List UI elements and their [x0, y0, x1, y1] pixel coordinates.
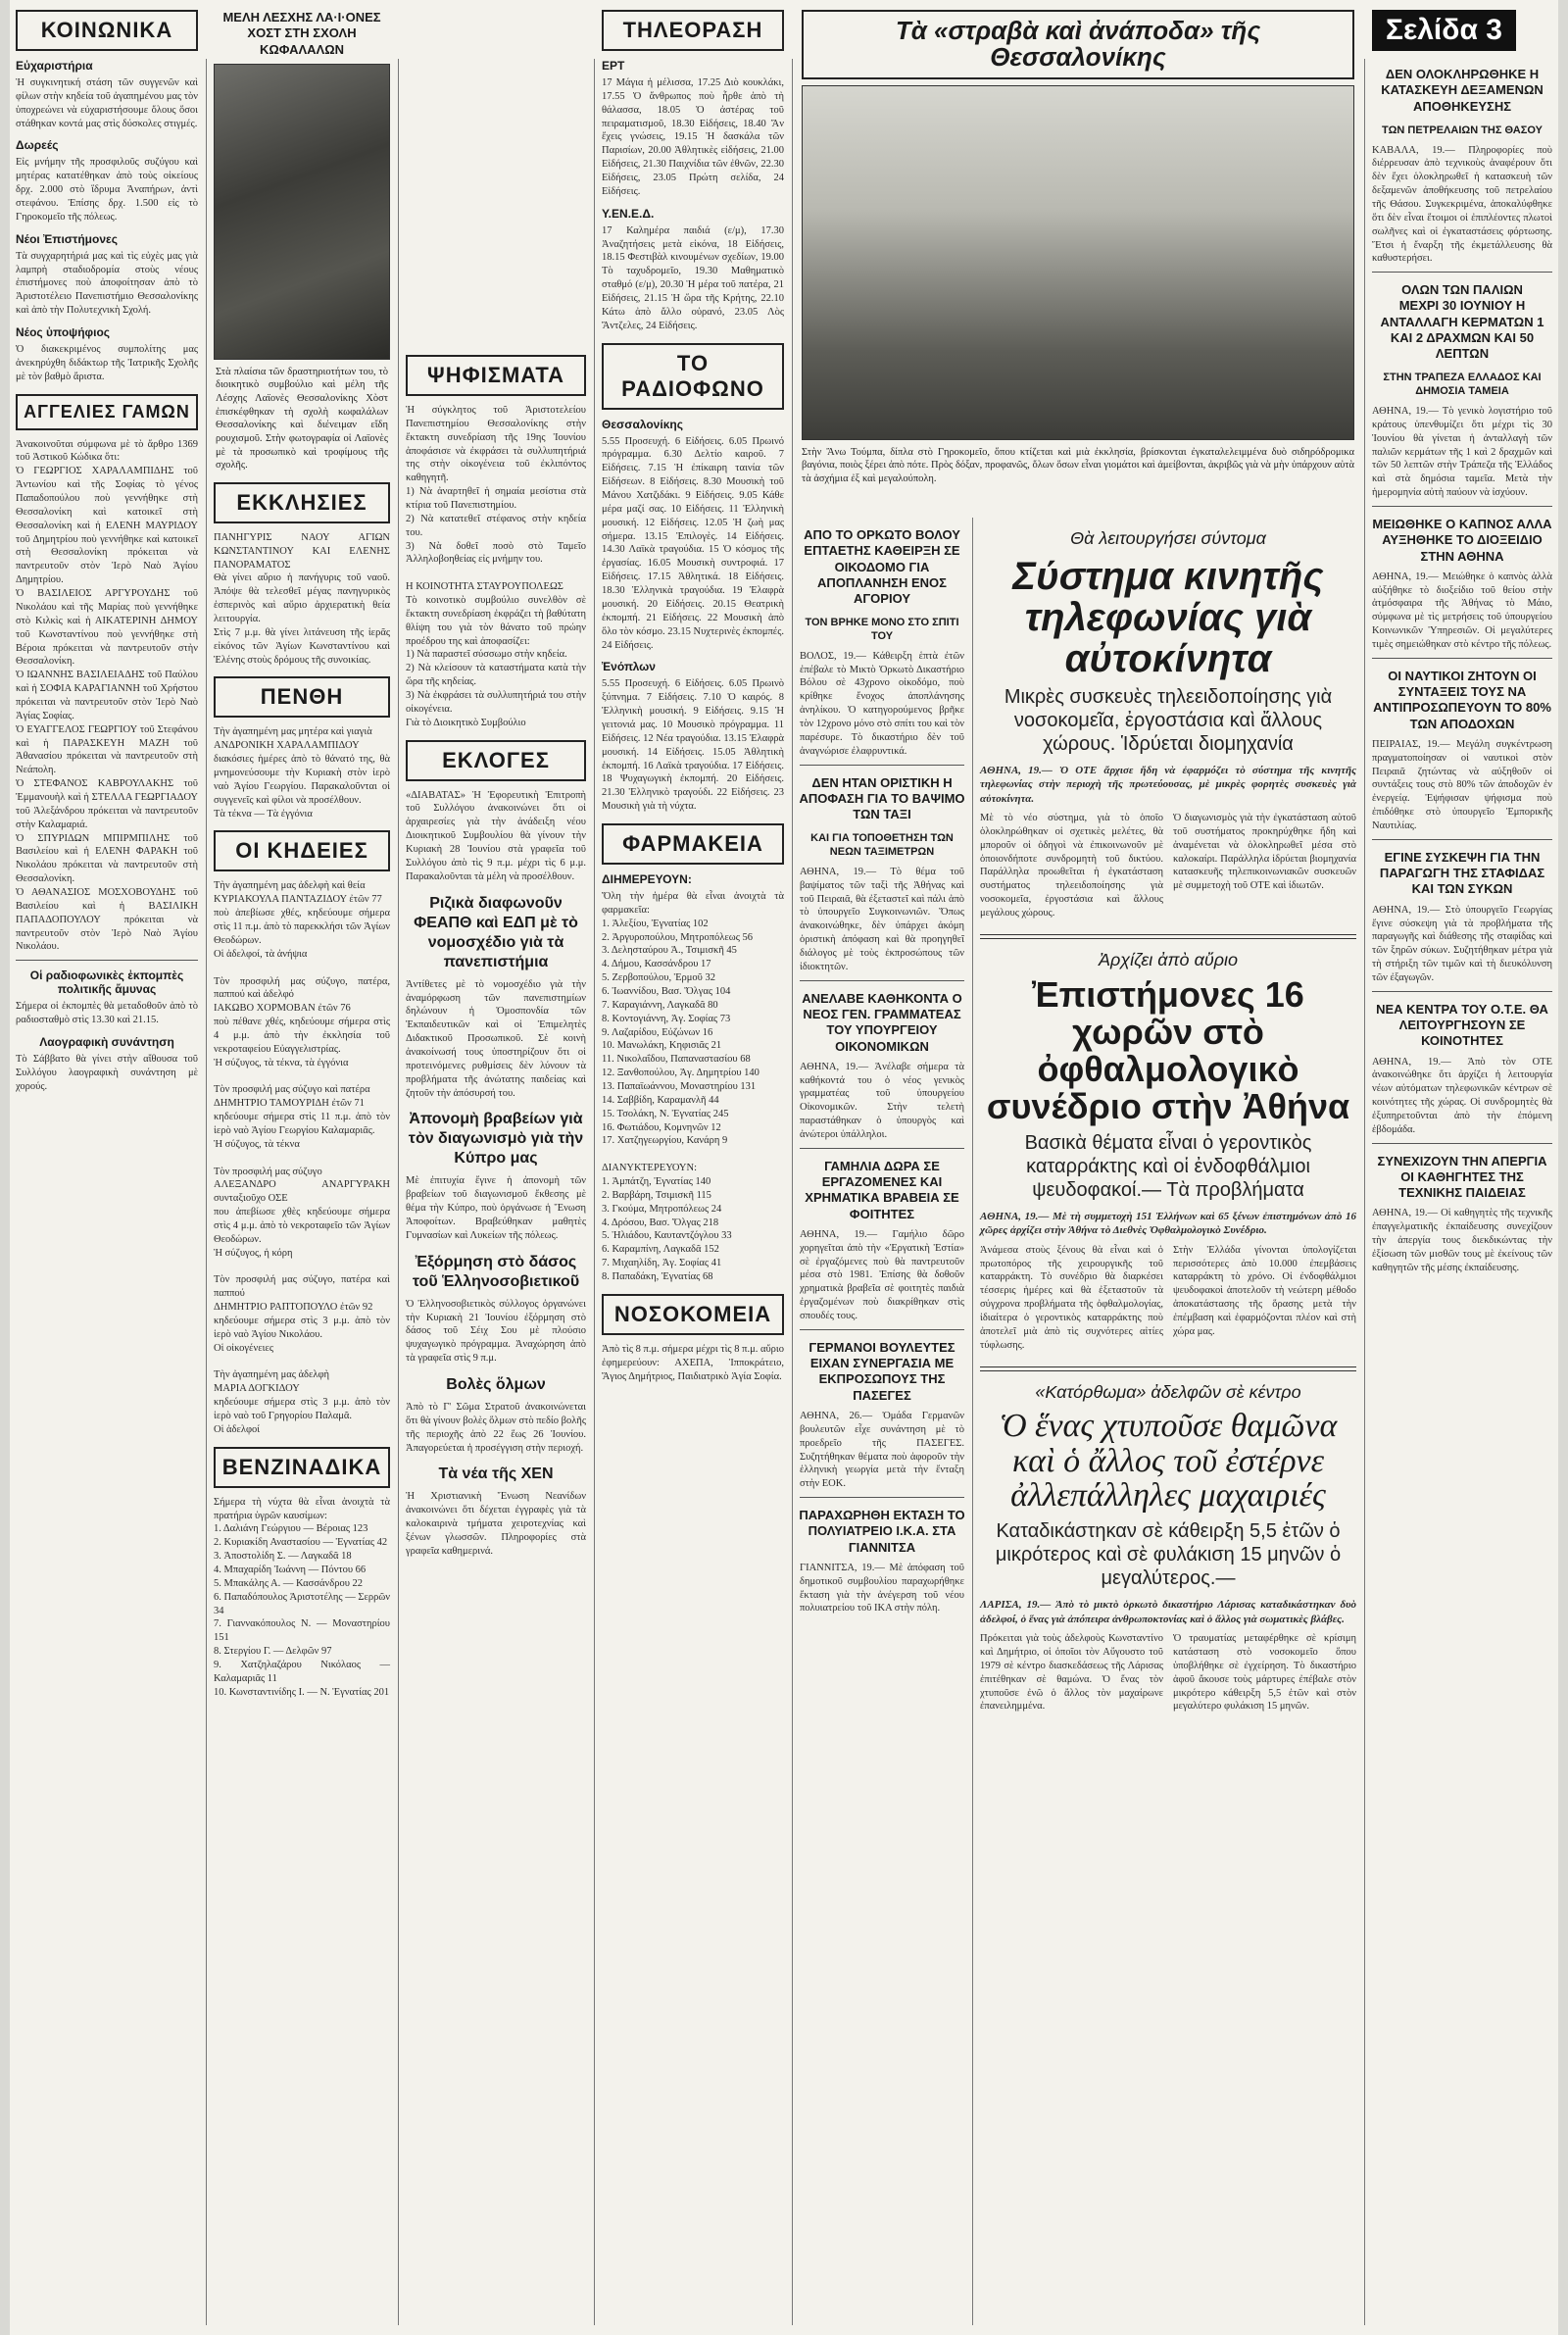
subhead-candidate: Νέος ὑποψήφιος [16, 325, 111, 340]
text-brothers-b: Ὁ τραυματίας μεταφέρθηκε σὲ κρίσιμη κατάσταση στὸ νοσοκομεῖο ὅπου ὑποβλήθηκε σὲ ἐγχείρηση. Τὸ δικαστήριο ἀφοῦ ἄκουσε τοὺς μάρτυρες ἐπέβαλε στὸν μικρότερο κάθειρξη 5,5 ἐτῶν καὶ στὸν μεγαλύτερο φυλάκιση 15 μηνῶν. [1173, 1633, 1356, 1713]
heading-elections: ΕΚΛΟΓΕΣ [406, 740, 586, 781]
column-news-left [794, 518, 970, 2335]
text-phones [980, 812, 1356, 926]
column-features [974, 518, 1362, 2335]
column-rule [398, 59, 399, 2325]
column-briefs [1366, 0, 1558, 2335]
text-german-mps: ΑΘΗΝΑ, 26.— Ὁμάδα Γερμανῶν βουλευτῶν εἶχε συνάντηση μὲ τὸ προεδρεῖο τῆς ΠΑΣΕΓΕΣ. Συζητήθηκαν θέματα ποὺ ἀφοροῦν τὴν ἑλληνικὴ γεωργία μετὰ τὴν ἔνταξη στὴν ΕΟΚ. [800, 1410, 964, 1490]
divider [980, 1366, 1356, 1371]
heading-television: ΤΗΛΕΟΡΑΣΗ [602, 10, 784, 51]
column-rule [594, 59, 595, 2325]
lead-brothers: ΛΑΡΙΣΑ, 19.— Ἀπὸ τὸ μικτὸ ὁρκωτὸ δικαστήριο Λάρισας καταδικάστηκαν δυὸ ἀδελφοί, ὁ ἕνας γιὰ ἀπόπειρα ἀνθρωποκτονίας καὶ ὁ ἄλλος γιὰ σωματικὲς βλάβες. [980, 1599, 1356, 1625]
text-smoke: ΑΘΗΝΑ, 19.— Μειώθηκε ὁ καπνὸς ἀλλὰ αὐξήθηκε τὸ διοξείδιο τοῦ θείου στὴν ἀτμόσφαιρα τῆς Ἀθήνας τὸ Μάιο, σύμφωνα μὲ τὶς μετρήσεις τοῦ ὑπουργείου Κοινωνικῶν Ὑπηρεσιῶν. Οἱ μεγαλύτερες τιμὲς σημειώθηκαν στὸ κέντρο τῆς πόλεως. [1372, 571, 1552, 651]
heading-petrol-stations: ΒΕΝΖΙΝΑΔΙΚΑ [214, 1447, 390, 1488]
divider [1372, 1143, 1552, 1144]
column-rule [972, 518, 973, 2325]
subhead-tanks: ΤΩΝ ΠΕΤΡΕΛΑΙΩΝ ΤΗΣ ΘΑΣΟΥ [1382, 124, 1543, 136]
text-tanks: ΚΑΒΑΛΑ, 19.— Πληροφορίες ποὺ διέρρευσαν ἀπὸ τεχνικοὺς ἀναφέρουν ὅτι δὲν ἔχει ὁλοκληρωθεῖ ἡ κατασκευὴ τῶν δεξαμενῶν ἀποθήκευσης τοῦ πετρελαίου τῆς Θάσου. Συγκεκριμένα, ἀποκαλύφθηκε ὅτι δὲν εἶναι ἕτοιμοι οἱ ἐπιπλέοντες πλωτοὶ σωλῆνες καὶ οἱ ἐγκαταστάσεις φόρτωσης. Ἔτσι ἡ ἔναρξη τῆς ἐκμετάλλευσης θὰ καθυστερήσει. [1372, 144, 1552, 265]
text-petrol-stations: Σήμερα τὴ νύχτα θὰ εἶναι ἀνοιχτὰ τὰ πρατήρια ὑγρῶν καυσίμων: 1. Δαλιάνη Γεώργιου — Βέροιας 123 2. Κυριακίδη Αναστασίου — Ἐγνατίας 42 3. Ἀποστολίδη Σ. — Λαγκαδᾶ 18 4. Μπαχαρίδη Ἰωάννη — Πόντου 66 5. Μπακάλης Α. — Κασσάνδρου 22 6. Παπαδόπουλος Ἀριστοτέλης — Σερρῶν 34 7. Γιαννακόπουλος Ν. — Μοναστηρίου 151 8. Στεργίου Γ. — Δελφῶν 97 9. Χατζηλαζάρου Νικόλαος — Καλαμαριᾶς 11 10. Κωνσταντινίδης Ι. — Ν. Ἐγνατίας 201 [214, 1496, 390, 1698]
headline-wedding-gifts: ΓΑΜΗΛΙΑ ΔΩΡΑ ΣΕ ΕΡΓΑΖΟΜΕΝΕΣ ΚΑΙ ΧΡΗΜΑΤΙΚΑ ΒΡΑΒΕΙΑ ΣΕ ΦΟΙΤΗΤΕΣ [805, 1158, 959, 1221]
heading-weddings: ΑΓΓΕΛΙΕΣ ΓΑΜΩΝ [16, 394, 198, 430]
text-awards: Μὲ ἐπιτυχία ἔγινε ἡ ἀπονομὴ τῶν βραβείων τοῦ διαγωνισμοῦ ἔκθεσης μὲ θέμα τὴν Κύπρο, ποὺ ὀργάνωσε ἡ Ἕνωση Ἀποφοίτων. Βραβεύθηκαν μαθητὲς Γυμνασίων καὶ Λυκείων τῆς πόλεως. [406, 1175, 586, 1241]
text-raisins: ΑΘΗΝΑ, 19.— Στὸ ὑπουργεῖο Γεωργίας ἔγινε σύσκεψη γιὰ τὰ προβλήματα τῆς παραγωγῆς καὶ διάθεσης τῆς σταφίδας καὶ τῶν ξηρῶν σύκων. Συζητήθηκαν μέτρα γιὰ τὴ στήριξη τῶν τιμῶν καὶ τὴ διευκόλυνση τῶν ἐξαγωγῶν. [1372, 904, 1552, 983]
text-scientists: Τὰ συγχαρητήριά μας καὶ τὶς εὐχὲς μας γιὰ λαμπρὴ σταδιοδρομία στοὺς νέους ἐπιστήμονες ποὺ ἀποφοίτησαν ἀπὸ τὸ Ἀριστοτέλειο Πανεπιστήμιο Θεσσαλονίκης καὶ ἀπὸ τὴν Πολυτεχνικὴ Σχολή. [16, 250, 198, 317]
column-listings [596, 0, 790, 2335]
headline-raisins: ΕΓΙΝΕ ΣΥΣΚΕΨΗ ΓΙΑ ΤΗΝ ΠΑΡΑΓΩΓΗ ΤΗΣ ΣΤΑΦΙΔΑΣ ΚΑΙ ΤΩΝ ΣΥΚΩΝ [1379, 849, 1545, 897]
text-ote: ΑΘΗΝΑ, 19.— Ἀπὸ τὸν ΟΤΕ ἀνακοινώθηκε ὅτι ἀρχίζει ἡ λειτουργία νέων αὐτόματων τηλεφωνικῶν κέντρων σὲ κοινότητες τῆς χώρας. Οἱ συνδρομητὲς θὰ ἐξυπηρετοῦνται ἀπὸ τὴν ἐπόμενη ἑβδομάδα. [1372, 1056, 1552, 1135]
photo-caption-thessaloniki: Στὴν Ἄνω Τούμπα, δίπλα στὸ Γηροκομεῖο, ὅπου κτίζεται καὶ μιὰ ἐκκλησία, βρίσκονται ἐγκαταλελειμμένα δυὸ σιδηρόδρομικα βαγόνια, ποιὸς ξέρει ἀπὸ πότε. Πρὸς δόξαν, προφανῶς, ὅλων ὅσων εἶναι γιομάτοι καὶ ἀμείβονται, ἀκριβῶς γιὰ νὰ μὴν ὑπάρχουν αὐτὰ τὰ ἀσχήμια ἐξ καὶ μεγαλούπολη. [802, 446, 1354, 484]
column-social [10, 0, 204, 2335]
heading-funerals: ΟΙ ΚΗΔΕΙΕΣ [214, 830, 390, 871]
headline-secretary: ΑΝΕΛΑΒΕ ΚΑΘΗΚΟΝΤΑ Ο ΝΕΟΣ ΓΕΝ. ΓΡΑΜΜΑΤΕΑΣ ΤΟΥ ΥΠΟΥΡΓΕΙΟΥ ΟΙΚΟΝΟΜΙΚΩΝ [802, 990, 962, 1054]
headline-volos: ΑΠΟ ΤΟ ΟΡΚΩΤΟ ΒΟΛΟΥ ΕΠΤΑΕΤΗΣ ΚΑΘΕΙΡΞΗ ΣΕ ΟΙΚΟΔΟΜΟ ΓΙΑ ΑΠΟΠΛΑΝΗΣΗ ΕΝΟΣ ΑΓΟΡΙΟΥ [804, 527, 960, 606]
column-rule [1364, 59, 1365, 2325]
subhead-ert: ΕΡΤ [602, 59, 625, 73]
headline-mortar: Βολὲς ὅλμων [446, 1375, 546, 1393]
kicker-brothers: «Κατόρθωμα» ἀδελφῶν σὲ κέντρο [1035, 1381, 1301, 1402]
text-hospitals: Ἀπὸ τὶς 8 π.μ. σήμερα μέχρι τὶς 8 π.μ. αὔριο ἐφημερεύουν: ΑΧΕΠΑ, Ἱπποκράτειο, Ἅγιος Δημήτριος, Παιδιατρικὸ Ἁγία Σοφία. [602, 1343, 784, 1382]
photo-caption-lions: Στὰ πλαίσια τῶν δραστηριοτήτων του, τὸ διοικητικὸ συμβούλιο καὶ μέλη τῆς Λέσχης Λαϊονὲς Θεσσαλονίκης Χὸστ ἐπισκέφθηκαν τὴ σχολὴ κωφαλάλων Θεσσαλονίκης καὶ διένειμαν εἴδη ρουχισμοῦ. Στὴν φωτογραφία οἱ Λαϊονὲς μὲ τὰ προσωπικὸ καὶ τροφίμους τῆς σχολῆς. [216, 366, 388, 472]
photo-lions-club [214, 64, 390, 360]
subhead-donations: Δωρεές [16, 138, 59, 153]
text-yened: 17 Καλημέρα παιδιά (ε/μ), 17.30 Ἀναζητήσεις μετὰ εἰκόνα, 18 Εἰδήσεις, 18.15 Φεστιβὰλ κινουμένων σχεδίων, 19.00 Τὸ ταχυδρομεῖο, 19.30 Μαθηματικὸ σταθμό (ε/μ), 20.30 Ἡ μέρα τοῦ πατέρα, 21 Εἰδήσεις, 21.15 Ἡ ὥρα τῆς Κρήτης, 22.10 Κάτω ἀπὸ ἄλλο οὐρανό, 23.05 Λὸς Ἄντζελες, 24 Εἰδήσεις. [602, 224, 784, 331]
column-rule [792, 59, 793, 2325]
text-mortar: Ἀπὸ τὸ Γ' Σῶμα Στρατοῦ ἀνακοινώνεται ὅτι θὰ γίνουν βολὲς ὅλμων στὸ πεδίο βολῆς τῆς περιοχῆς ἀπὸ 22 ἕως 26 Ἰουνίου. Ἀπαγορεύεται ἡ προσέγγιση στὴν περιοχή. [406, 1401, 586, 1454]
text-ophthalmology-b: Στὴν Ἑλλάδα γίνονται ὑπολογίζεται περισσότερες ἀπὸ 10.000 ἐπεμβάσεις καταρράκτη τὸ χρόνο. Οἱ ἐνδοφθάλμιοι ψευδοφακοὶ ἀποτελοῦν τὴ νεώτερη μέθοδο ἀποκατάστασης τῆς ὅρασης μετὰ τὴν ἐπέμβαση καὶ ἐφαρμόζονται πλέον καὶ στὴ χώρα μας. [1173, 1244, 1356, 1337]
text-radio-defense: Σήμερα οἱ ἐκπομπὲς θὰ μεταδοθοῦν ἀπὸ τὸ ραδιοσταθμὸ στὶς 13.30 καὶ 21.15. [16, 1001, 198, 1026]
subhead-scientists: Νέοι Ἐπιστήμονες [16, 231, 118, 246]
text-thanks: Ἡ συγκινητική στάση τῶν συγγενῶν καὶ φίλων στὴν κηδεία τοῦ ἀγαπημένου μας τὸν ὑποχρεώνει νὰ εὐχαριστήσουμε ὅλους ὅσοι στάθηκαν κοντά μας στὶς δύσκολες στιγμές. [16, 77, 198, 129]
text-feapth: Ἀντίθετες μὲ τὸ νομοσχέδιο γιὰ τὴν ἀναμόρφωση τῶν πανεπιστημίων δηλώνουν ἡ Ὁμοσπονδία τῶν Ἐκπαιδευτικῶν καὶ οἱ Ἐπιμελητὲς Διδακτικοῦ Προσωπικοῦ. Σὲ κοινὴ ἀνακοίνωσή τους ὑποστηρίζουν ὅτι οἱ προτεινόμενες ρυθμίσεις δὲν λύνουν τὰ προβλήματα τῆς ἀνώτατης παιδείας καὶ ζητοῦν τὴν ἀπόσυρσή του. [406, 978, 586, 1099]
headline-phones: Σύστημα κινητῆς τηλεφωνίας γιὰ αὐτοκίνητα [1012, 554, 1324, 680]
headline-sailors: ΟΙ ΝΑΥΤΙΚΟΙ ΖΗΤΟΥΝ ΟΙ ΣΥΝΤΑΞΕΙΣ ΤΟΥΣ ΝΑ ΑΝΤΙΠΡΟΣΩΠΕΥΟΥΝ ΤΟ 80% ΤΩΝ ΑΠΟΔΟΧΩΝ [1373, 668, 1551, 731]
text-wedding-gifts: ΑΘΗΝΑ, 19.— Γαμήλιο δῶρο χορηγεῖται ἀπὸ τὴν «Ἐργατικὴ Ἑστία» σὲ ἐργαζόμενες ποὺ θὰ παντρευτοῦν μέσα στὸ 1981. Ἐπίσης θὰ δοθοῦν χρηματικὰ βραβεῖα σὲ φοιτητὲς παιδιὰ ἐργαζομένων ποὺ διακρίθηκαν στὶς σπουδές τους. [800, 1228, 964, 1322]
photo-block-thessaloniki [794, 0, 1362, 510]
column-resolutions [400, 0, 592, 2335]
heading-mourning: ΠΕΝΘΗ [214, 676, 390, 718]
text-strike: ΑΘΗΝΑ, 19.— Οἱ καθηγητὲς τῆς τεχνικῆς ἐπαγγελματικῆς ἐκπαίδευσης συνεχίζουν τὴν ἀπεργία τους διεκδικώντας τὴν ἐξίσωση τῶν μισθῶν τους μὲ ἐκείνους τῶν καθηγητῶν τῆς μέσης ἐκπαίδευσης. [1372, 1208, 1552, 1273]
subhead-pharmacies: ΔΙΗΜΕΡΕΥΟΥΝ: [602, 871, 692, 886]
divider [1372, 991, 1552, 992]
text-thessaloniki-radio: 5.55 Προσευχή. 6 Εἰδήσεις. 6.05 Πρωινό πρόγραμμα. 6.30 Δελτίο καιροῦ. 7 Εἰδήσεις. 7.15 Ἡ ἐπίκαιρη ταινία τῶν Εἰδήσεων. 8 Εἰδήσεις. 8.30 Μουσικὴ τοῦ Μάνου Χατζιδάκι. 9 Εἰδήσεις. 9.05 Κάθε μέρα μαζί σας. 10 Εἰδήσεις. 11 Ἐλληνικὴ μουσική. 12 Εἰδήσεις. 12.05 Ἡ ζωὴ μας σήμερα. 13.15 Ἐπιλογὲς. 14 Εἰδήσεις. 14.30 Λαϊκὰ τραγούδια. 15 Ὁ κόσμος τῆς ἐργασίας. 16.05 Μουσικὴ συντροφιά. 17 Εἰδήσεις. 17.15 Ἀθλητικά. 18 Εἰδήσεις. 18.30 Ἐλληνικὰ τραγούδια. 19 Ἐλαφρὰ μουσική. 20 Εἰδήσεις. 20.15 Θεατρικὴ ἐκπομπή. 21 Εἰδήσεις. 22 Μουσικὴ ἀπὸ ὅλο τὸν κόσμο. 23.15 Νυχτερινὲς ἐκπομπές. 24 Εἰδήσεις. [602, 435, 784, 651]
deck-ophthalmology: Βασικὰ θέματα εἶναι ὁ γεροντικὸς καταρράκτης καὶ οἱ ἐνδοφθάλμιοι ψευδοφακοί.— Τὰ προβλήματα [1024, 1131, 1312, 1201]
heading-social: ΚΟΙΝΩΝΙΚΑ [16, 10, 198, 51]
subhead-armed-forces-radio: Ἐνόπλων [602, 660, 656, 674]
divider [980, 934, 1356, 939]
heading-hospitals: ΝΟΣΟΚΟΜΕΙΑ [602, 1294, 784, 1335]
text-phones-a: Μὲ τὸ νέο σύστημα, γιὰ τὸ ὁποῖο ὁλοκληρώθηκαν οἱ σχετικὲς μελέτες, θὰ μποροῦν οἱ ὀδηγοὶ νὰ ἐπικοινωνοῦν μὲ ὁποιονδήποτε συνδρομητὴ τοῦ δικτύου. Παράλληλα προωθεῖται ἡ ἐγκατάσταση συστήματος τηλεειδοποίησης γιὰ νοσοκομεῖα, ἐργοστάσια καὶ ἄλλους μεγάλους χώρους. [980, 813, 1163, 919]
subhead-coins: ΣΤΗΝ ΤΡΑΠΕΖΑ ΕΛΛΑΔΟΣ ΚΑΙ ΔΗΜΟΣΙΑ ΤΑΜΕΙΑ [1383, 372, 1542, 398]
heading-radio: ΤΟ ΡΑΔΙΟΦΩΝΟ [602, 343, 784, 410]
text-armed-forces-radio: 5.55 Προσευχή. 6 Εἰδήσεις. 6.05 Πρωινὸ ξύπνημα. 7 Εἰδήσεις. 7.10 Ὁ καιρός. 8 Ἐλληνικὴ μουσική. 9 Εἰδήσεις. 9.15 Ἡ γειτονιά μας. 10 Μουσικὸ πρόγραμμα. 11 Εἰδήσεις. 12 Νέα τραγούδια. 13.15 Ἐλαφρὰ μουσική. 14 Εἰδήσεις. 15.05 Ἀθλητικὴ ἐκπομπή. 16 Λαϊκὰ τραγούδια. 17 Εἰδήσεις. 18 Ψυχαγωγικὴ ἐκπομπή. 20 Εἰδήσεις. 21.30 Ἐλληνικὸ τραγούδι. 22 Εἰδήσεις. 23 Μουσικὴ γιὰ τὴ νύχτα. [602, 678, 784, 813]
text-brothers [980, 1632, 1356, 1719]
divider [16, 960, 198, 961]
deck-brothers: Καταδικάστηκαν σὲ κάθειρξη 5,5 ἐτῶν ὁ μικρότερος καὶ σὲ φυλάκιση 15 μηνῶν ὁ μεγαλύτερος.— [995, 1520, 1342, 1590]
divider [800, 980, 964, 981]
divider [1372, 506, 1552, 507]
divider [1372, 658, 1552, 659]
text-phones-b: Ὁ διαγωνισμὸς γιὰ τὴν ἐγκατάσταση αὐτοῦ τοῦ συστήματος προκηρύχθηκε ἤδη καὶ ἀναμένεται νὰ ὁλοκληρωθεῖ μέσα στὸ καλοκαίρι. Παράλληλα ἱδρύεται βιομηχανία κατασκευῆς τηλεπικοινωνιακῶν συσκευῶν μὲ συμμετοχὴ τοῦ ΟΤΕ καὶ ἰδιωτῶν. [1173, 813, 1356, 892]
text-resolutions: Ἡ σύγκλητος τοῦ Ἀριστοτελείου Πανεπιστημίου Θεσσαλονίκης στὴν ἔκτακτη συνεδρίαση τῆς 19ης Ἰουνίου ἀποφάσισε νὰ ἐκφράσει τὰ συλλυπητήριά της στὴν οἰκογένεια τοῦ ἐκλιπόντος καθηγητῆ. 1) Νὰ ἀναρτηθεῖ ἡ σημαία μεσίστια στὰ κτίρια τοῦ Πανεπιστημίου. 2) Νὰ κατατεθεῖ στέφανος στὴν κηδεία του. 3) Νὰ δοθεῖ ποσὸ στὸ Ταμεῖο Ἀλληλοβοηθείας εἰς μνήμην του. Η ΚΟΙΝΟΤΗΤΑ ΣΤΑΥΡΟΥΠΟΛΕΩΣ Τὸ κοινοτικὸ συμβούλιο συνελθὸν σὲ ἔκτακτη συνεδρίαση ἐκφράζει τὴ βαθύτατη θλίψη του γιὰ τὸν θάνατο τοῦ πρώην προέδρου της καὶ ἀποφασίζει: 1) Νὰ παραστεῖ σύσσωμο στὴν κηδεία. 2) Νὰ κλείσουν τὰ καταστήματα κατὰ τὴν ὥρα τῆς κηδείας. 3) Νὰ ἐκφράσει τὰ συλλυπητήριά του στὴν οἰκογένεια. Γιὰ τὸ Διοικητικὸ Συμβούλιο [406, 405, 586, 728]
lead-ophthalmology: ΑΘΗΝΑ, 19.— Μὲ τὴ συμμετοχὴ 151 Ἑλλήνων καὶ 65 ξένων ἐπιστημόνων ἀπὸ 16 χῶρες ἀρχίζει στὴν Ἀθήνα τὸ Διεθνὲς Ὀφθαλμολογικὸ Συνέδριο. [980, 1210, 1356, 1237]
text-pharmacies: Ὅλη τὴν ἡμέρα θὰ εἶναι ἀνοιχτὰ τὰ φαρμακεῖα: 1. Ἀλεξίου, Ἐγνατίας 102 2. Ἀργυροπούλου, Μητροπόλεως 56 3. Δελησταύρου Ἀ., Τσιμισκῆ 45 4. Δήμου, Κασσάνδρου 17 5. Ζερβοπούλου, Ἑρμοῦ 32 6. Ἰωαννίδου, Βασ. Ὄλγας 104 7. Καραγιάννη, Λαγκαδᾶ 80 8. Κοντογιάννη, Ἀγ. Σοφίας 73 9. Λαζαρίδου, Εὐζώνων 16 10. Μανωλάκη, Κηφισιᾶς 21 11. Νικολαΐδου, Παπαναστασίου 68 12. Ξανθοπούλου, Ἁγ. Δημητρίου 140 13. Παπαϊωάννου, Μοναστηρίου 131 14. Σαββίδη, Καραμανλῆ 44 15. Τσολάκη, Ν. Ἐγνατίας 245 16. Φωτιάδου, Κομνηνῶν 12 17. Χατζηγεωργίου, Κανάρη 9 ΔΙΑΝΥΚΤΕΡΕΥΟΥΝ: 1. Ἀμπάτζη, Ἐγνατίας 140 2. Βαρβάρη, Τσιμισκῆ 115 3. Γκούμα, Μητροπόλεως 24 4. Δρόσου, Βασ. Ὄλγας 218 5. Ἡλιάδου, Καυταντζόγλου 33 6. Καραμπίνη, Λαγκαδᾶ 152 7. Μιχαηλίδη, Ἀγ. Σοφίας 41 8. Παπαδάκη, Ἐγνατίας 68 [602, 890, 784, 1283]
text-ophthalmology [980, 1244, 1356, 1359]
headline-ika: ΠΑΡΑΧΩΡΗΘΗ ΕΚΤΑΣΗ ΤΟ ΠΟΛΥΙΑΤΡΕΙΟ Ι.Κ.Α. ΣΤΑ ΓΙΑΝΝΙΤΣΑ [799, 1508, 965, 1555]
headline-ophthalmology: Ἐπιστήμονες 16 χωρῶν στὸ ὀφθαλμολογικὸ συνέδριο στὴν Ἀθήνα [986, 974, 1350, 1126]
text-secretary: ΑΘΗΝΑ, 19.— Ἀνέλαβε σήμερα τὰ καθήκοντά του ὁ νέος γενικὸς γραμματέας τοῦ ὑπουργείου Οἰκονομικῶν. Στὴν τελετὴ παραστάθηκαν ὁ ὑπουργὸς καὶ ἀνώτεροι ὑπάλληλοι. [800, 1061, 964, 1141]
headline-brothers: Ὁ ἕνας χτυποῦσε θαμῶνα καὶ ὁ ἄλλος τοῦ ἐστέρνε ἀλλεπάλληλες μαχαιριές [999, 1408, 1338, 1515]
heading-churches: ΕΚΚΛΗΣΙΕΣ [214, 482, 390, 523]
divider [800, 1329, 964, 1330]
text-ert: 17 Μάγια ἡ μέλισσα, 17.25 Διὸ κουκλάκι, 17.55 Ὁ ἄνθρωπος ποὺ ἦρθε ἀπὸ τὴ θάλασσα, 18.05 Ὁ ἀστέρας τοῦ πειραματισμοῦ, 18.30 Εἰδήσεις, 18.40 Ἄν ἔχεις γνώσεις, 19.15 Ἡ δασκάλα τῶν Παρισίων, 20.00 Ἀθλητικὲς εἰδήσεις, 21.00 Εἰδήσεις, 21.30 Παιχνίδια τῶν ἐθνῶν, 22.30 Εἰδήσεις, 23.05 Πρώτη σελίδα, 24 Εἰδήσεις. [602, 77, 784, 197]
heading-resolutions: ΨΗΦΙΣΜΑΤΑ [406, 355, 586, 396]
text-funerals: Τὴν ἀγαπημένη μας ἀδελφὴ καὶ θεία ΚΥΡΙΑΚΟΥΛΑ ΠΑΝΤΑΖΙΔΟΥ ἐτῶν 77 ποὺ ἀπεβίωσε χθές, κηδεύουμε σήμερα στὶς 11 π.μ. ἀπὸ τὸ παρεκκλήσι τῶν Ἁγίων Θεοδώρων. Οἱ ἀδελφοί, τὰ ἀνήψια Τὸν προσφιλή μας σύζυγο, πατέρα, παππού καὶ ἀδελφό ΙΑΚΩΒΟ ΧΟΡΜΟΒΑΝ ἐτῶν 76 ποὺ πέθανε χθές, κηδεύουμε σήμερα στὶς 4 μ.μ. ἀπὸ τὴν ἐκκλησία τοῦ νεκροταφείου Εὐαγγελιστρίας. Ἡ σύζυγος, τὰ τέκνα, τὰ ἐγγόνια Τὸν προσφιλή μας σύζυγο καὶ πατέρα ΔΗΜΗΤΡΙΟ ΤΑΜΟΥΡΙΔΗ ἐτῶν 71 κηδεύουμε σήμερα στὶς 11 π.μ. ἀπὸ τὸν ἱερὸ ναὸ Ἁγίου Γεωργίου Καλαμαριᾶς. Ἡ σύζυγος, τὰ τέκνα Τὸν προσφιλή μας σύζυγο ΑΛΕΞΑΝΔΡΟ ΑΝΑΡΓΥΡΑΚΗ συνταξιοῦχο ΟΣΕ που ἀπεβίωσε χθὲς κηδεύουμε σήμερα στὶς 4 μ.μ. ἀπὸ τὸ νεκροταφεῖο τῶν Ἁγίων Θεοδώρων. Ἡ σύζυγος, ἡ κόρη Τὸν προσφιλή μας σύζυγο, πατέρα καὶ παππού ΔΗΜΗΤΡΙΟ ΡΑΠΤΟΠΟΥΛΟ ἐτῶν 92 κηδεύουμε σήμερα στὶς 3 μ.μ. ἀπὸ τὸν ἱερὸ ναὸ Ἁγίου Νικολάου. Οἱ οἰκογένειες Τὴν ἀγαπημένη μας ἀδελφὴ ΜΑΡΙΑ ΔΟΓΚΙΔΟΥ κηδεύουμε σήμερα στὶς 3 μ.μ. ἀπὸ τὸν ἱερὸ ναὸ τοῦ Γρηγορίου Παλαμᾶ. Οἱ ἀδελφοί [214, 880, 390, 1435]
text-sailors: ΠΕΙΡΑΙΑΣ, 19.— Μεγάλη συγκέντρωση πραγματοποίησαν οἱ ναυτικοὶ στὸν Πειραιᾶ ζητώντας νὰ αὐξηθοῦν οἱ συντάξεις τους στὸ 80% τῶν ἀποδοχῶν ἐν ἐνεργείᾳ. Ἐψήφισαν ψήφισμα ποὺ ἐπιδόθηκε στὸ ὑπουργεῖο Ἐμπορικῆς Ναυτιλίας. [1372, 738, 1552, 832]
divider [1372, 272, 1552, 273]
kicker-ophthalmology: Ἀρχίζει ἀπὸ αὔριο [1098, 949, 1239, 969]
page-number-tag: Σελίδα 3 [1372, 10, 1516, 51]
newspaper-page [10, 0, 1558, 2335]
text-taxi: ΑΘΗΝΑ, 19.— Τὸ θέμα τοῦ βαψίματος τῶν ταξὶ τῆς Ἀθήνας καὶ τοῦ Πειραιᾶ, θὰ ἐξεταστεῖ καὶ πάλι ἀπὸ τὸ ὑπουργεῖο Συγκοινωνιῶν. Ὅπως ἀνακοινώθηκε, δὲν ὑπάρχει ἀκόμη ὁριστικὴ ἀπόφαση καὶ θὰ προηγηθεῖ διάλογος μὲ τοὺς ἐκπροσώπους τῶν ἰδιοκτητῶν. [800, 866, 964, 972]
text-weddings: Ἀνακοινοῦται σύμφωνα μὲ τὸ ἄρθρο 1369 τοῦ Ἀστικοῦ Κώδικα ὅτι: Ὁ ΓΕΩΡΓΙΟΣ ΧΑΡΑΛΑΜΠΙΔΗΣ τοῦ Ἀντωνίου καὶ τῆς Σοφίας τὸ γένος Παπαδοπούλου ποὺ γεννήθηκε στὴ Θεσσαλονίκη καὶ κατοικεῖ στὴ Θεσσαλονίκη καὶ ἡ ΕΛΕΝΗ ΜΑΥΡΙΔΟΥ τοῦ Δημητρίου ποὺ γεννήθηκε καὶ κατοικεῖ στὴ Θεσσαλονίκη πρόκειται νὰ παντρευτοῦν στὸν Ἱερὸ Ναὸ Ἁγίου Δημητρίου. Ὁ ΒΑΣΙΛΕΙΟΣ ΑΡΓΥΡΟΥΔΗΣ τοῦ Νικολάου καὶ τῆς Μαρίας ποὺ γεννήθηκε στὸ Κιλκὶς καὶ ἡ ΑΙΚΑΤΕΡΙΝΗ ΔΗΜΟΥ τοῦ Κωνσταντίνου ποὺ γεννήθηκε στὴ Βέροια πρόκειται νὰ παντρευτοῦν στὴν Θεσσαλονίκη. Ὁ ΙΩΑΝΝΗΣ ΒΑΣΙΛΕΙΑΔΗΣ τοῦ Παύλου καὶ ἡ ΣΟΦΙΑ ΚΑΡΑΓΙΑΝΝΗ τοῦ Χρήστου πρόκειται νὰ παντρευτοῦν στὸν Ἱερὸ Ναὸ Ἁγίας Σοφίας. Ὁ ΕΥΑΓΓΕΛΟΣ ΓΕΩΡΓΙΟΥ τοῦ Στεφάνου καὶ ἡ ΠΑΡΑΣΚΕΥΗ ΜΑΖΗ τοῦ Ἀθανασίου πρόκειται νὰ παντρευτοῦν στὴ Νεάπολη. Ὁ ΣΤΕΦΑΝΟΣ ΚΑΒΡΟΥΛΑΚΗΣ τοῦ Ἐμμανουὴλ καὶ ἡ ΣΤΕΛΛΑ ΓΕΩΡΓΙΑΔΟΥ τοῦ Ἀλεξάνδρου πρόκειται νὰ παντρευτοῦν στὴν Καλαμαριά. Ὁ ΣΠΥΡΙΔΩΝ ΜΠΙΡΜΠΙΛΗΣ τοῦ Βασιλείου καὶ ἡ ΕΛΕΝΗ ΦΑΡΑΚΗ τοῦ Νικολάου πρόκειται νὰ παντρευτοῦν στὴ Θεσσαλονίκη. Ὁ ΑΘΑΝΑΣΙΟΣ ΜΟΣΧΟΒΟΥΔΗΣ τοῦ Βασιλείου καὶ ἡ ΒΑΣΙΛΙΚΗ ΠΑΠΑΔΟΠΟΥΛΟΥ πρόκειται νὰ παντρευτοῦν στὸν Ἱερὸ Ναὸ Ἁγίου Νικολάου. [16, 438, 198, 953]
text-xen: Ἡ Χριστιανικὴ Ἕνωση Νεανίδων ἀνακοινώνει ὅτι δέχεται ἐγγραφὲς γιὰ τὰ καλοκαιρινὰ τμήματα χειροτεχνίας καὶ ξένων γλωσσῶν. Πληροφορίες στὰ γραφεῖα καθημερινά. [406, 1491, 586, 1557]
heading-pharmacies: ΦΑΡΜΑΚΕΙΑ [602, 823, 784, 865]
divider [800, 1148, 964, 1149]
headline-awards: Ἀπονομὴ βραβείων γιὰ τὸν διαγωνισμὸ γιὰ τὴν Κύπρο μας [408, 1111, 584, 1168]
photo-abandoned-wagons [802, 85, 1354, 440]
subhead-yened: Υ.ΕΝ.Ε.Δ. [602, 206, 655, 221]
text-candidate: Ὁ διακεκριμένος συμπολίτης μας ἀνεκηρύχθη διδάκτωρ τῆς Ἰατρικῆς Σχολῆς μὲ τὸν βαθμὸ ἄριστα. [16, 344, 198, 382]
text-folklore: Τὸ Σάββατο θὰ γίνει στὴν αἴθουσα τοῦ Συλλόγου λαογραφικὴ συνάντηση μὲ χορούς. [16, 1053, 198, 1092]
text-brothers-a: Πρόκειται γιὰ τοὺς ἀδελφοὺς Κωνσταντίνο καὶ Δημήτριο, οἱ ὁποῖοι τὸν Αὔγουστο τοῦ 1979 σὲ κέντρο διασκεδάσεως τῆς Λάρισας ἐπιτέθηκαν σὲ θαμώνα. Ὁ ἕνας τὸν χτυποῦσε ἐνῶ ὁ ἄλλος τὸν μαχαίρωνε ἐπανειλημμένα. [980, 1633, 1163, 1713]
spacer [400, 0, 592, 345]
photo-title-lions: ΜΕΛΗ ΛΕΣΧΗΣ ΛΑ·Ι·ΟΝΕΣ ΧΟΣΤ ΣΤΗ ΣΧΟΛΗ ΚΩΦΑΛΑΛΩΝ [222, 10, 381, 57]
subhead-radio-defense: Οἱ ραδιοφωνικὲς ἐκπομπὲς πολιτικῆς ἄμυνας [29, 969, 184, 997]
headline-xen: Τὰ νέα τῆς ΧΕΝ [438, 1466, 554, 1483]
headline-smoke: ΜΕΙΩΘΗΚΕ Ο ΚΑΠΝΟΣ ΑΛΛΑ ΑΥΞΗΘΗΚΕ ΤΟ ΔΙΟΞΕΙΔΙΟ ΣΤΗΝ ΑΘΗΝΑ [1372, 517, 1552, 564]
text-churches: ΠΑΝΗΓΥΡΙΣ ΝΑΟΥ ΑΓΙΩΝ ΚΩΝΣΤΑΝΤΙΝΟΥ ΚΑΙ ΕΛΕΝΗΣ ΠΑΝΟΡΑΜΑΤΟΣ Θὰ γίνει αὔριο ἡ πανήγυρις τοῦ ναοῦ. Ἀπόψε θὰ τελεσθεῖ μέγας πανηγυρικὸς ἑσπερινὸς καὶ αὔριο ἀρχιερατικὴ θεία λειτουργία. Στὶς 7 μ.μ. θὰ γίνει λιτάνευση τῆς ἱερᾶς εἰκόνος τῶν Ἁγίων Κωνσταντίνου καὶ Ἑλένης στοὺς δρόμους τῆς συνοικίας. [214, 531, 390, 666]
text-elections: «ΔΙΑΒΑΤΑΣ» Ἡ Ἐφορευτικὴ Ἐπιτροπὴ τοῦ Συλλόγου ἀνακοινώνει ὅτι οἱ ἀρχαιρεσίες γιὰ τὴν ἀνάδειξη νέου Διοικητικοῦ Συμβουλίου θὰ γίνουν τὴν Κυριακὴ 28 Ἰουνίου στὰ γραφεῖα τοῦ Συλλόγου ἀπὸ τὶς 9 π.μ. μέχρι τὶς 6 μ.μ. Παρακαλοῦνται τὰ μέλη νὰ προσέλθουν. [406, 789, 586, 882]
column-rule [206, 59, 207, 2325]
text-ika: ΓΙΑΝΝΙΤΣΑ, 19.— Μὲ ἀπόφαση τοῦ δημοτικοῦ συμβουλίου παραχωρήθηκε ἔκταση γιὰ τὴν ἀνέγερση τοῦ νέου πολυιατρείου τοῦ ΙΚΑ στὴν πόλη. [800, 1562, 964, 1615]
subhead-volos: ΤΟΝ ΒΡΗΚΕ ΜΟΝΟ ΣΤΟ ΣΠΙΤΙ ΤΟΥ [805, 617, 959, 642]
lead-phones: ΑΘΗΝΑ, 19.— Ὁ ΟΤΕ ἄρχισε ἤδη νὰ ἐφαρμόζει τὸ σύστημα τῆς κινητῆς τηλεφωνίας στὴν περιοχὴ τῆς πρωτεύουσας, μὲ μικρὲς φορητὲς συσκευὲς γιὰ αὐτοκίνητα. [980, 764, 1356, 805]
photo-title-thessaloniki: Τὰ «στραβὰ καὶ ἀνάποδα» τῆς Θεσσαλονίκης [802, 10, 1354, 79]
headline-feapth: Ριζικὰ διαφωνοῦν ΦΕΑΠΘ καὶ ΕΔΠ μὲ τὸ νομοσχέδιο γιὰ τὰ πανεπιστήμια [414, 894, 578, 970]
text-coins: ΑΘΗΝΑ, 19.— Τὸ γενικὸ λογιστήριο τοῦ κράτους ὑπενθυμίζει ὅτι μέχρι τὶς 30 Ἰουνίου θὰ γίνεται ἡ ἀνταλλαγὴ τῶν παλιῶν κερμάτων τῆς 1 καὶ 2 δραχμῶν καὶ τῶν 50 λεπτῶν στὴν Τράπεζα τῆς Ἑλλάδος καὶ στὰ δημόσια ταμεῖα. Μετὰ τὴν ἡμερομηνία αὐτὴ παύουν νὰ ἰσχύουν. [1372, 405, 1552, 499]
headline-strike: ΣΥΝΕΧΙΖΟΥΝ ΤΗΝ ΑΠΕΡΓΙΑ ΟΙ ΚΑΘΗΓΗΤΕΣ ΤΗΣ ΤΕΧΝΙΚΗΣ ΠΑΙΔΕΙΑΣ [1377, 1153, 1547, 1201]
headline-coins: ΟΛΩΝ ΤΩΝ ΠΑΛΙΩΝ ΜΕΧΡΙ 30 ΙΟΥΝΙΟΥ Η ΑΝΤΑΛΛΑΓΗ ΚΕΡΜΑΤΩΝ 1 ΚΑΙ 2 ΔΡΑΧΜΩΝ ΚΑΙ 50 ΛΕΠΤΩΝ [1380, 282, 1544, 362]
subhead-folklore: Λαογραφικὴ συνάντηση [39, 1034, 174, 1049]
headline-german-mps: ΓΕΡΜΑΝΟΙ ΒΟΥΛΕΥΤΕΣ ΕΙΧΑΝ ΣΥΝΕΡΓΑΣΙΑ ΜΕ ΕΚΠΡΟΣΩΠΟΥΣ ΤΗΣ ΠΑΣΕΓΕΣ [808, 1339, 956, 1403]
headline-ote: ΝΕΑ ΚΕΝΤΡΑ ΤΟΥ Ο.Τ.Ε. ΘΑ ΛΕΙΤΟΥΡΓΗΣΟΥΝ ΣΕ ΚΟΙΝΟΤΗΤΕΣ [1376, 1001, 1548, 1049]
subhead-thanks: Εὐχαριστήρια [16, 59, 93, 73]
text-volos: ΒΟΛΟΣ, 19.— Κάθειρξη ἑπτὰ ἐτῶν ἐπέβαλε τὸ Μικτὸ Ὁρκωτὸ Δικαστήριο Βόλου σὲ 43χρονο οἰκοδόμο, ποὺ κρίθηκε ἔνοχος ἀποπλάνησης ἀνηλίκου. Ὁ κατηγορούμενος βρῆκε τὸν 12χρονο μόνο στὸ σπίτι του καὶ τὸν παρέσυρε. Τὸ δικαστήριο δὲν τοῦ ἀναγνώρισε ἐλαφρυντικά. [800, 650, 964, 757]
column-notices [208, 0, 396, 2335]
text-excursion: Ὁ Ἑλληνοσοβιετικὸς σύλλογος ὀργανώνει τὴν Κυριακὴ 21 Ἰουνίου ἐξόρμηση στὸ δάσος τοῦ Σέιχ Σου μὲ πλούσιο ψυχαγωγικὸ πρόγραμμα. Ἀναχώρηση ἀπὸ τὰ γραφεῖα στὶς 9 π.μ. [406, 1298, 586, 1365]
divider [800, 1497, 964, 1498]
kicker-phones: Θὰ λειτουργήσει σύντομα [1070, 528, 1266, 548]
headline-excursion: Ἐξόρμηση στὸ δάσος τοῦ Ἑλληνοσοβιετικοῦ [412, 1253, 580, 1290]
subhead-thessaloniki-radio: Θεσσαλονίκης [602, 417, 683, 431]
divider [800, 765, 964, 766]
deck-phones: Μικρὲς συσκευὲς τηλεειδοποίησης γιὰ νοσοκομεῖα, ἐργοστάσια καὶ ἄλλους χώρους. Ἱδρύεται διομηχανία [1004, 685, 1333, 755]
text-donations: Εἰς μνήμην τῆς προσφιλοῦς συζύγου καὶ μητέρας κατατέθηκαν ἀπὸ τοὺς οἰκείους δρχ. 2.000 στὸ ἵδρυμα Ἀναπήρων, ἀντὶ στεφάνου. Ἐπίσης δρχ. 1.500 εἰς τὸ Γηροκομεῖο τῆς πόλεως. [16, 157, 198, 223]
subhead-taxi: ΚΑΙ ΓΙΑ ΤΟΠΟΘΕΤΗΣΗ ΤΩΝ ΝΕΩΝ ΤΑΞΙΜΕΤΡΩΝ [810, 832, 954, 859]
headline-taxi: ΔΕΝ ΗΤΑΝ ΟΡΙΣΤΙΚΗ Η ΑΠΟΦΑΣΗ ΓΙΑ ΤΟ ΒΑΨΙΜΟ ΤΩΝ ΤΑΞΙ [799, 774, 965, 822]
text-ophthalmology-a: Ἀνάμεσα στοὺς ξένους θὰ εἶναι καὶ ὁ πρωτοπόρος τῆς χειρουργικῆς τοῦ καταρράκτη. Τὸ συνέδριο θὰ διαρκέσει τέσσερις ἡμέρες καὶ θὰ ἐξεταστοῦν τὰ σύγχρονα προβλήματα τῆς ὀφθαλμολογίας, ἰδιαίτερα ὁ γεροντικὸς καταρράκτης ποὺ ἀποτελεῖ μιὰ ἀπὸ τὶς συχνότερες αἰτίες τύφλωσης. [980, 1244, 1163, 1351]
headline-tanks: ΔΕΝ ΟΛΟΚΛΗΡΩΘΗΚΕ Η ΚΑΤΑΣΚΕΥΗ ΔΕΞΑΜΕΝΩΝ ΑΠΟΘΗΚΕΥΣΗΣ [1381, 67, 1544, 114]
text-mourning: Τὴν ἀγαπημένη μας μητέρα καὶ γιαγιὰ ΑΝΔΡΟΝΙΚΗ ΧΑΡΑΛΑΜΠΙΔΟΥ διακόσιες ἡμέρες ἀπὸ τὸ θάνατό της, θὰ μνημονεύσουμε τὴν Κυριακὴ στὸν ἱερὸ ναὸ Ἁγίου Γεωργίου. Παρακαλοῦνται οἱ συγγενεῖς καὶ φίλοι νὰ προσέλθουν. Τὰ τέκνα — Τὰ ἐγγόνια [214, 726, 390, 820]
divider [1372, 839, 1552, 840]
